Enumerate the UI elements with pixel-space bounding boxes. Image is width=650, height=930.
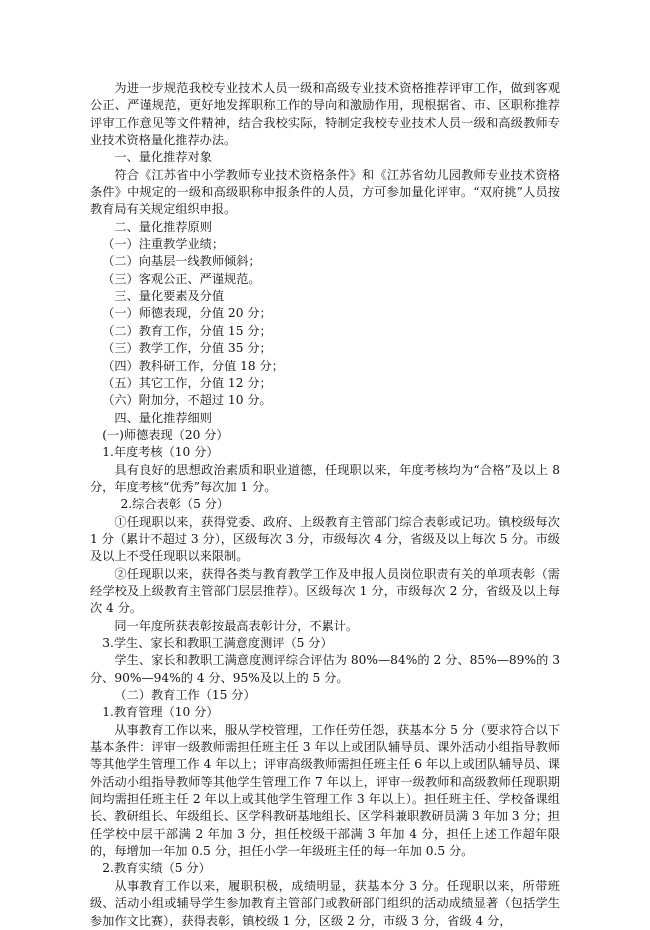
section-heading: 一、量化推荐对象 [114,150,212,165]
paragraph: 从事教育工作以来，履职积极，成绩明显，获基本分 3 分。任现职以来，所带班级、活动小组或辅导学生参加教育主管部门或教研部门组织的活动成绩显著（包括学生参加作文比赛），获得表彰，镇校级 1 分，区级 2 分，市级 3 分，省级 4 分， [90,878,560,928]
list-item: （三）客观公正、严谨规范。 [102,271,261,286]
subsection-heading: (一)师德表现（20 分） [102,427,229,442]
paragraph: 学生、家长和教职工满意度测评综合评估为 80%—84%的 2 分、85%—89%的 3 分、90%—94%的 4 分、95%及以上的 5 分。 [90,653,560,685]
paragraph: 具有良好的思想政治素质和职业道德，任现职以来，年度考核均为“合格”及以上 8 分，年度考核“优秀”每次加 1 分。 [90,462,560,494]
item-heading: 3.学生、家长和教职工满意度测评（5 分） [102,636,333,650]
item-heading: 2.综合表彰（5 分） [120,497,230,512]
item-heading: 2.教育实绩（5 分） [102,861,211,876]
list-item: （三）教学工作，分值 35 分； [102,341,272,356]
list-item: （五）其它工作，分值 12 分； [102,375,272,390]
item-heading: 1.教育管理（10 分） [102,705,219,720]
list-item: （一）师德表现，分值 20 分； [102,306,272,321]
intro-paragraph: 为进一步规范我校专业技术人员一级和高级专业技术资格推荐评审工作，做到客观公正、严谨规范，更好地发挥职称工作的导向和激励作用，现根据省、市、区职称推荐评审工作意见等文件精神，结合我校实际，特制定我校专业技术人员一级和高级教师专业技术资格量化推荐办法。 [90,81,560,148]
section-heading: 三、量化要素及分值 [114,289,225,304]
paragraph: ①任现职以来，获得党委、政府、上级教育主管部门综合表彰或记功。镇校级每次 1 分（累计不超过 3 分），区级每次 3 分，市级每次 4 分，省级及以上每次 5 分。市级及以上不受任现职以来限制。 [90,514,560,564]
list-item: （二）向基层一线教师倾斜； [102,254,261,269]
paragraph: 符合《江苏省中小学教师专业技术资格条件》和《江苏省幼儿园教师专业技术资格条件》中规定的一级和高级职称申报条件的人员，方可参加量化评审。“双府挑”人员按教育局有关规定组织申报。 [90,167,560,217]
paragraph: 从事教育工作以来，服从学校管理，工作任劳任怨，获基本分 5 分（要求符合以下基本条件：评审一级教师需担任班主任 3 年以上或团队辅导员、课外活动小组指导教师等其他学生管理工作 4 年以上；评审高级教师需担任班主任 6 年以上或团队辅导员、课外活动小组指导教师等其他学生管理工作 7 年以上，评审一级教师和高级教师任现职期间均需担任班主任 2 年以上或其他学生管理工作 3 年以上）。担任班主任、学校备课组长、教研组长、年级组长、区学科教研基地组长、区学科兼职教研员满 3 年加 3 分；担任学校中层干部满 2 年加 3 分，担任校级干部满 3 年加 4 分，担任上述工作超年限的，每增加一年加 0.5 分，担任小学一年级班主任的每一年加 0.5 分。 [90,722,560,859]
list-item: （四）教科研工作，分值 18 分； [102,358,284,373]
list-item: （二）教育工作，分值 15 分； [102,323,272,338]
section-heading: 二、量化推荐原则 [114,219,212,234]
paragraph: 同一年度所获表彰按最高表彰计分，不累计。 [114,618,359,633]
section-heading: 四、量化推荐细则 [114,410,212,425]
paragraph: ②任现职以来，获得各类与教育教学工作及申报人员岗位职责有关的单项表彰（需经学校及上级教育主管部门层层推荐）。区级每次 1 分，市级每次 2 分，省级及以上每次 4 分。 [90,566,560,616]
subsection-heading: （二）教育工作（15 分） [114,688,256,703]
list-item: （六）附加分，不超过 10 分。 [102,393,272,408]
list-item: （一）注重教学业绩； [102,237,225,252]
item-heading: 1.年度考核（10 分） [102,445,219,460]
document-body [90,80,560,930]
